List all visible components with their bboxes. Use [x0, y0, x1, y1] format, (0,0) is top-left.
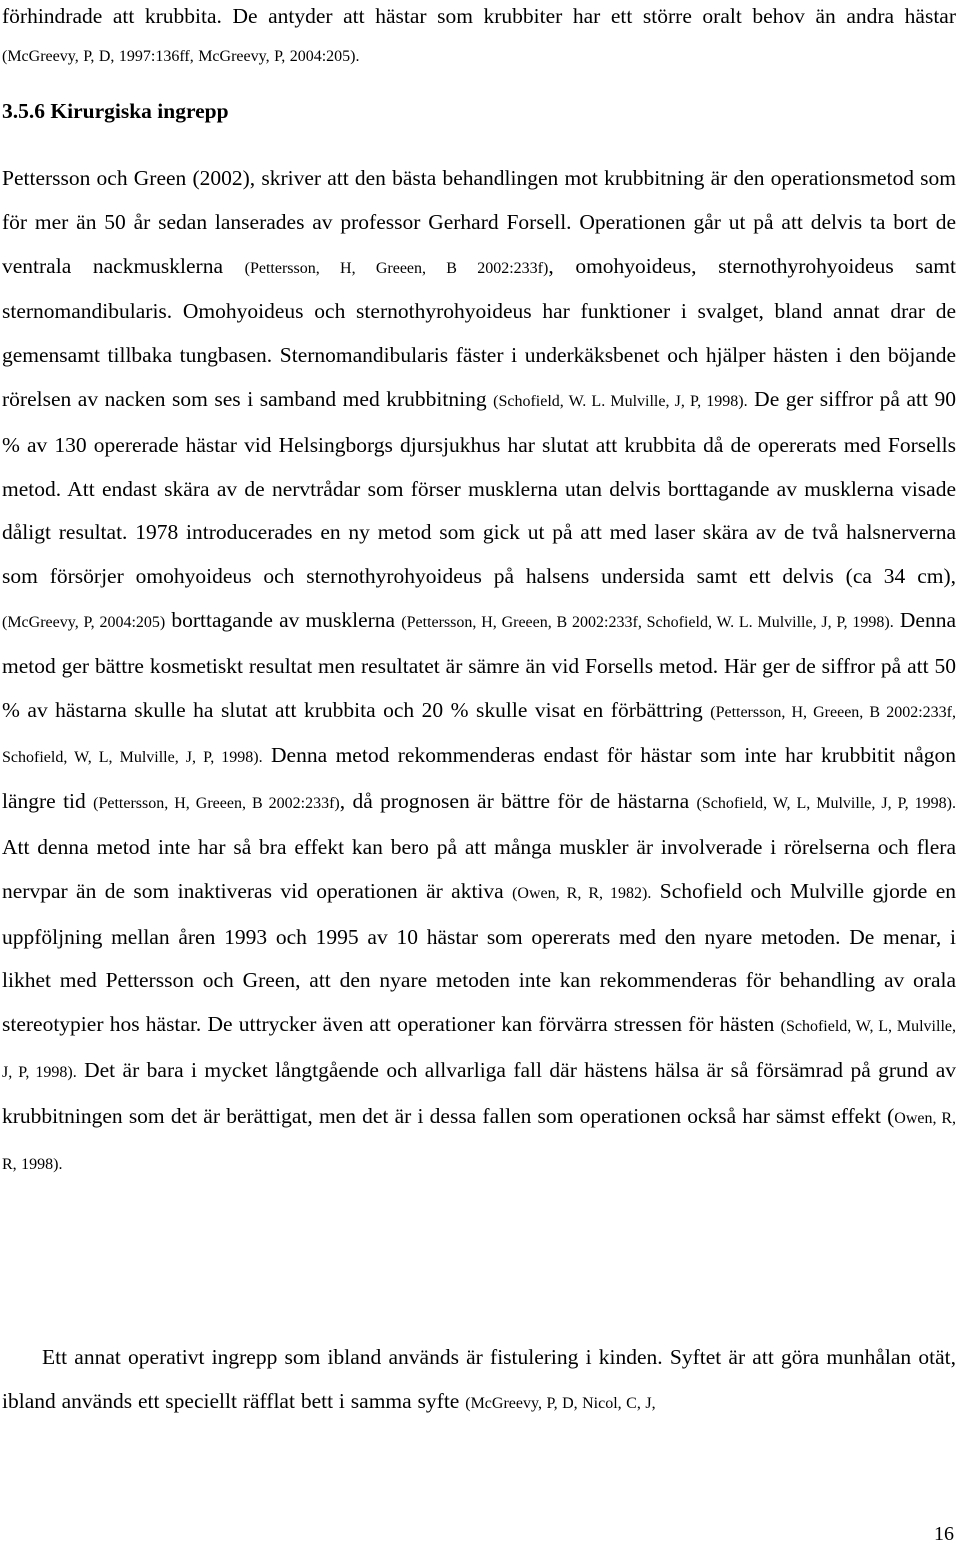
- section-heading: 3.5.6 Kirurgiska ingrepp: [2, 99, 229, 123]
- citation: (Pettersson, H, Greeen, B 2002:233f): [93, 795, 340, 813]
- citation: (Pettersson, H, Greeen, B 2002:233f): [244, 259, 549, 277]
- citation: (Schofield, W, L, Mulville, J, P, 1998).: [2, 1018, 956, 1081]
- text-run: Schofield och Mulville gjorde en uppföljning mellan åren 1993 och 1995 av 10 hästar som opererats med den nyare metoden. De menar, i likhet med Pettersson och Green, att den nyare metoden inte kan rekommenderas för behandling av orala stereotypier hos hästar. De uttrycker även att operationer kan förvärra stressen för hästen: [2, 878, 956, 1037]
- citation: (McGreevy, P, D, Nicol, C, J,: [465, 1394, 656, 1412]
- text-run: Denna metod rekommenderas endast för hästar som inte har krubbitit någon längre tid: [2, 743, 956, 814]
- text-run: Att denna metod inte har så bra effekt kan bero på att många muskler är involverade i rörelserna och flera nervpar än de som inaktiveras vid operationen är aktiva: [2, 834, 956, 903]
- citation: (Pettersson, H, Greeen, B 2002:233f, Schofield, W. L. Mulville, J, P, 1998).: [401, 613, 894, 631]
- text-run: De ger siffror på att 90 % av 130 opererade hästar vid Helsingborgs djursjukhus har slutat att krubbita då de opererats med Forsells metod. Att endast skära av de nervtrådar som förser musklerna utan delvis borttagande av musklerna visade dåligt resultat. 1978 introducerades en ny metod som gick ut på att med laser skära av de två halsnerverna som försörjer omohyoideus och sternothyrohyoideus på halsens undersida samt ett delvis (ca 34 cm),: [2, 386, 956, 589]
- text-run: Det är bara i mycket långtgående och allvarliga fall där hästens hälsa är så försämrad på grund av krubbitningen som det är berättigat, men det är i dessa fallen som operationen också har sämst effekt (: [2, 1057, 956, 1128]
- text-run: Ett annat operativt ingrepp som ibland används är fistulering i kinden. Syftet är att göra munhålan otät, ibland används ett speciellt räfflat bett i samma syfte: [2, 1345, 956, 1413]
- citation: (Schofield, W. L. Mulville, J, P, 1998).: [493, 392, 748, 410]
- body-paragraph-main: [2, 157, 956, 1186]
- text-run: , omohyoideus, sternothyrohyoideus samt sternomandibularis. Omohyoideus och sternothyrohyoideus har funktioner i svalget, bland annat drar de gemensamt tillbaka tungbasen. Sternomandibularis fäster i underkäksbenet och hjälper hästen i den böjande rörelsen av nacken som ses i samband med krubbitning: [2, 253, 956, 411]
- citation: (McGreevy, P, 2004:205): [2, 613, 166, 631]
- citation: (Schofield, W, L, Mulville, J, P, 1998).: [696, 795, 956, 813]
- text-run: borttagande av musklerna: [165, 607, 402, 632]
- text-run: förhindrade att krubbita. De antyder att hästar som krubbiter har ett större oralt behov än andra hästar: [2, 4, 956, 28]
- text-run: , då prognosen är bättre för de hästarna: [339, 789, 697, 814]
- citation: (McGreevy, P, D, 1997:136ff, McGreevy, P, 2004:205).: [2, 48, 360, 65]
- citation: (Owen, R, R, 1982).: [512, 884, 652, 902]
- citation: (Pettersson, H, Greeen, B 2002:233f, Schofield, W, L, Mulville, J, P, 1998).: [2, 703, 956, 767]
- body-paragraph-top: [2, 0, 956, 76]
- citation: Owen, R, R, 1998).: [2, 1109, 956, 1173]
- page-number: 16: [934, 1523, 954, 1545]
- text-run: Denna metod ger bättre kosmetiskt resultat men resultatet är sämre än vid Forsells metod. Här ger de siffror på att 50 % av hästarna skulle ha slutat att krubbita och 20 % skulle visat en förbättring: [2, 607, 956, 722]
- text-run: Pettersson och Green (2002), skriver att den bästa behandlingen mot krubbitning är den operationsmetod som för mer än 50 år sedan lanserades av professor Gerhard Forsell. Operationen går ut på att delvis ta bort de ventrala nackmusklerna: [2, 166, 956, 278]
- body-paragraph-second: [2, 1336, 956, 1426]
